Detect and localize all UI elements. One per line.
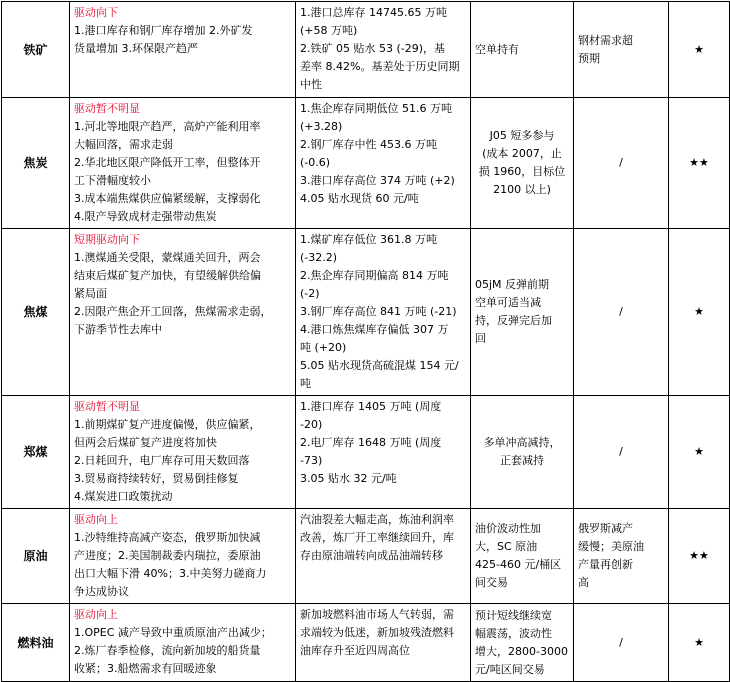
strategy-line: J05 短多参与 bbox=[489, 129, 555, 142]
driver-line: 1.澳煤通关受限，蒙煤通关回升，两会 bbox=[74, 251, 261, 264]
related-line: 缓慢；美原油 bbox=[578, 540, 644, 553]
driver-line: 1.前期煤矿复产进度偏慢，供应偏紧， bbox=[74, 418, 261, 431]
driver-line: 2.华北地区限产降低开工率，但整体开 bbox=[74, 156, 261, 169]
data-line: 差率 8.42%。基差处于历史同期 bbox=[300, 60, 460, 73]
strategy-line: 油价波动性加 bbox=[475, 522, 541, 535]
data-line: 1.焦企库存同期低位 51.6 万吨 bbox=[300, 102, 452, 115]
driver-line: 但两会后煤矿复产进度将加快 bbox=[74, 436, 217, 449]
related-cell bbox=[574, 229, 669, 396]
data-line: 油库存升至近四周高位 bbox=[300, 644, 410, 657]
data-line: 2.铁矿 05 贴水 53 (-29)，基 bbox=[300, 42, 446, 55]
driver-direction: 驱动暂不明显 bbox=[74, 400, 140, 413]
data-line: (-0.6) bbox=[300, 156, 331, 169]
commodity-name: 铁矿 bbox=[2, 2, 70, 98]
related-line: / bbox=[619, 445, 623, 458]
rating-stars-icon: ★ bbox=[669, 396, 730, 509]
rating-stars-icon: ★★ bbox=[669, 98, 730, 229]
driver-line: 2.因限产焦企开工回落，焦煤需求走弱， bbox=[74, 305, 272, 318]
related-line: 钢材需求超 bbox=[578, 33, 633, 47]
strategy-cell bbox=[471, 2, 574, 98]
data-line: 4.港口炼焦煤库存偏低 307 万 bbox=[300, 323, 449, 336]
strategy-line: 预计短线继续宽 bbox=[475, 608, 552, 622]
driver-direction: 驱动向上 bbox=[74, 608, 118, 621]
data-cell bbox=[296, 396, 471, 509]
commodity-name: 郑煤 bbox=[2, 396, 70, 509]
strategy-line: 05jM 反弹前期 bbox=[475, 278, 550, 291]
driver-line: 4.限产导致成材走强带动焦炭 bbox=[74, 210, 217, 223]
driver-cell bbox=[70, 396, 296, 509]
data-line: (+3.28) bbox=[300, 120, 343, 133]
strategy-line: 回 bbox=[475, 332, 486, 345]
driver-direction: 驱动向下 bbox=[74, 6, 118, 19]
commodity-table bbox=[1, 1, 730, 682]
driver-line: 1.OPEC 减产导致中重质原油产出减少； bbox=[74, 626, 272, 639]
related-line: 产量再创新 bbox=[578, 558, 633, 571]
data-cell bbox=[296, 229, 471, 396]
driver-line: 4.煤炭进口政策扰动 bbox=[74, 490, 173, 503]
strategy-line: 幅震荡，波动性 bbox=[475, 626, 552, 640]
data-line: 求端较为低迷，新加坡残渣燃料 bbox=[300, 626, 454, 639]
data-cell bbox=[296, 509, 471, 604]
commodity-name: 焦煤 bbox=[2, 229, 70, 396]
data-line: 3.05 贴水 32 元/吨 bbox=[300, 472, 397, 485]
data-line: -20) bbox=[300, 418, 323, 431]
driver-line: 紧局面 bbox=[74, 287, 107, 300]
data-line: 2.焦企库存同期偏高 814 万吨 bbox=[300, 269, 449, 282]
driver-line: 3.成本端焦煤供应偏紧缓解，支撑弱化 bbox=[74, 192, 261, 205]
data-line: 1.港口总库存 14745.65 万吨 bbox=[300, 6, 447, 19]
related-cell bbox=[574, 396, 669, 509]
driver-direction: 驱动向上 bbox=[74, 513, 118, 526]
strategy-line: (成本 2007，止 bbox=[482, 147, 562, 160]
driver-line: 2.炼厂春季检修，流向新加坡的船货量 bbox=[74, 644, 261, 657]
strategy-cell bbox=[471, 604, 574, 682]
strategy-cell bbox=[471, 396, 574, 509]
data-line: (+58 万吨) bbox=[300, 24, 358, 37]
strategy-line: 多单冲高减持， bbox=[483, 436, 561, 449]
related-line: / bbox=[619, 305, 623, 318]
driver-line: 产进度；2.美国制裁委内瑞拉，委原油 bbox=[74, 549, 261, 562]
driver-line: 2.日耗回升，电厂库存可用天数回落 bbox=[74, 454, 250, 467]
data-line: 3.钢厂库存高位 841 万吨 (-21) bbox=[300, 305, 457, 318]
data-line: 5.05 贴水现货高硫混煤 154 元/ bbox=[300, 359, 459, 372]
commodity-name: 燃料油 bbox=[2, 604, 70, 682]
related-line: / bbox=[619, 635, 623, 649]
driver-cell bbox=[70, 229, 296, 396]
driver-line: 1.港口库存和钢厂库存增加 2.外矿发 bbox=[74, 24, 253, 37]
strategy-line: 正套减持 bbox=[500, 454, 544, 467]
data-line: 新加坡燃料油市场人气转弱，需 bbox=[300, 608, 454, 621]
table-row bbox=[2, 396, 730, 509]
data-line: 3.港口库存高位 374 万吨 (+2) bbox=[300, 174, 455, 187]
table-row bbox=[2, 509, 730, 604]
driver-line: 1.沙特维持高减产姿态，俄罗斯加快减 bbox=[74, 531, 261, 544]
commodity-name: 原油 bbox=[2, 509, 70, 604]
data-line: 汽油裂差大幅走高，炼油利润率 bbox=[300, 513, 454, 526]
related-line: / bbox=[619, 156, 623, 169]
driver-cell bbox=[70, 604, 296, 682]
driver-line: 工下滑幅度较小 bbox=[74, 174, 151, 187]
strategy-line: 425-460 元/桶区 bbox=[475, 558, 562, 571]
driver-line: 下游季节性去库中 bbox=[74, 323, 162, 336]
table-row bbox=[2, 229, 730, 396]
related-cell bbox=[574, 604, 669, 682]
data-line: 4.05 贴水现货 60 元/吨 bbox=[300, 192, 419, 205]
data-line: 1.港口库存 1405 万吨 (周度 bbox=[300, 400, 442, 413]
strategy-line: 损 1960，目标位 bbox=[478, 165, 566, 178]
driver-line: 出口大幅下滑 40%；3.中美努力磋商力 bbox=[74, 567, 267, 580]
driver-cell bbox=[70, 509, 296, 604]
data-line: 2.电厂库存 1648 万吨 (周度 bbox=[300, 436, 442, 449]
data-line: 1.煤矿库存低位 361.8 万吨 bbox=[300, 233, 437, 246]
related-line: 预期 bbox=[578, 51, 600, 65]
strategy-cell bbox=[471, 509, 574, 604]
strategy-line: 增大，2800-3000 bbox=[475, 644, 568, 658]
strategy-line: 空单持有 bbox=[475, 42, 519, 56]
data-line: -73) bbox=[300, 454, 323, 467]
rating-stars-icon: ★★ bbox=[669, 509, 730, 604]
related-line: 高 bbox=[578, 576, 589, 589]
driver-line: 1.河北等地限产趋严，高炉产能利用率 bbox=[74, 120, 261, 133]
data-line: 2.钢厂库存中性 453.6 万吨 bbox=[300, 138, 437, 151]
driver-line: 争达成协议 bbox=[74, 585, 129, 598]
rating-stars-icon: ★ bbox=[669, 2, 730, 98]
driver-line: 3.贸易商持续转好，贸易倒挂修复 bbox=[74, 472, 239, 485]
related-cell bbox=[574, 509, 669, 604]
driver-cell bbox=[70, 2, 296, 98]
table-row bbox=[2, 2, 730, 98]
related-line: 俄罗斯减产 bbox=[578, 522, 633, 535]
strategy-cell bbox=[471, 98, 574, 229]
driver-direction: 驱动暂不明显 bbox=[74, 102, 140, 115]
data-line: (-2) bbox=[300, 287, 320, 300]
strategy-line: 空单可适当减 bbox=[475, 296, 541, 309]
related-cell bbox=[574, 2, 669, 98]
strategy-line: 间交易 bbox=[475, 576, 508, 589]
data-line: 吨 bbox=[300, 377, 311, 390]
driver-line: 收紧；3.船燃需求有回暖迹象 bbox=[74, 662, 217, 675]
data-line: (-32.2) bbox=[300, 251, 338, 264]
data-cell bbox=[296, 604, 471, 682]
strategy-line: 元/吨区间交易 bbox=[475, 662, 545, 676]
rating-stars-icon: ★ bbox=[669, 604, 730, 682]
driver-direction: 短期驱动向下 bbox=[74, 233, 140, 246]
data-line: 吨 (+20) bbox=[300, 341, 347, 354]
data-line: 中性 bbox=[300, 78, 322, 91]
data-cell bbox=[296, 2, 471, 98]
table-row bbox=[2, 98, 730, 229]
driver-line: 货量增加 3.环保限产趋严 bbox=[74, 42, 198, 55]
driver-line: 大幅回落，需求走弱 bbox=[74, 138, 173, 151]
commodity-name: 焦炭 bbox=[2, 98, 70, 229]
strategy-line: 2100 以上) bbox=[493, 183, 551, 196]
driver-line: 结束后煤矿复产加快，有望缓解供给偏 bbox=[74, 269, 261, 282]
data-line: 存由原油端转向成品油端转移 bbox=[300, 549, 443, 562]
data-cell bbox=[296, 98, 471, 229]
strategy-line: 大，SC 原油 bbox=[475, 540, 538, 553]
strategy-line: 持，反弹完后加 bbox=[475, 314, 552, 327]
rating-stars-icon: ★ bbox=[669, 229, 730, 396]
table-row bbox=[2, 604, 730, 682]
driver-cell bbox=[70, 98, 296, 229]
related-cell bbox=[574, 98, 669, 229]
data-line: 改善，炼厂开工率继续回升，库 bbox=[300, 531, 454, 544]
strategy-cell bbox=[471, 229, 574, 396]
